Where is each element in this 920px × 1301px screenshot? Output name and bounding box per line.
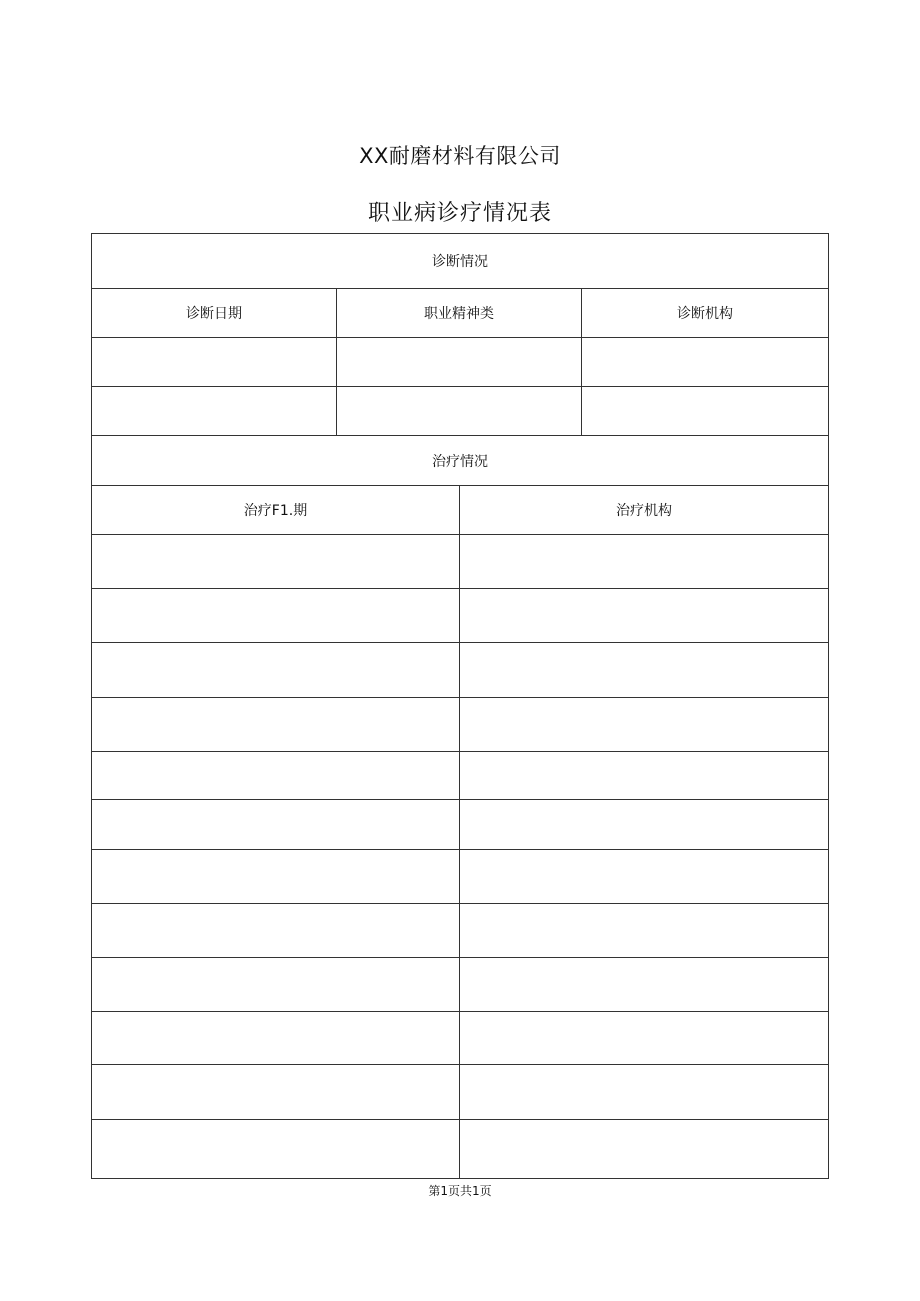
page-number: 第1页共1页 [428,1184,492,1198]
treatment-date-cell[interactable] [92,698,460,752]
treatment-institution-cell[interactable] [460,904,829,958]
diagnosis-header-row [92,289,829,338]
treatment-entry-row [92,589,829,643]
treatment-institution-cell[interactable] [460,752,829,800]
treatment-date-cell[interactable] [92,904,460,958]
treatment-entry-row [92,958,829,1012]
treatment-date-cell[interactable] [92,1065,460,1120]
treatment-institution-header: 治疗机构 [460,486,829,535]
treatment-entry-row [92,800,829,850]
occupational-category-header: 职业精神类 [337,289,582,338]
treatment-date-cell[interactable] [92,643,460,698]
diagnosis-date-cell[interactable] [92,387,337,436]
treatment-date-cell[interactable] [92,752,460,800]
form-title: 职业病诊疗情况表 [367,201,552,226]
treatment-entry-row [92,904,829,958]
treatment-entry-row [92,698,829,752]
treatment-entry-row [92,535,829,589]
treatment-date-header: 治疗F1.期 [92,486,460,535]
treatment-institution-cell[interactable] [460,850,829,904]
treatment-entry-row [92,752,829,800]
treatment-header-row [92,486,829,535]
diagnosis-date-header: 诊断日期 [92,289,337,338]
company-name: XX耐磨材料有限公司 [359,144,561,168]
treatment-institution-cell[interactable] [460,589,829,643]
treatment-date-cell[interactable] [92,958,460,1012]
treatment-date-cell[interactable] [92,535,460,589]
diagnosis-section-title: 诊断情况 [92,234,829,289]
diagnosis-section-row [92,234,829,289]
occupational-category-cell[interactable] [337,387,582,436]
treatment-entry-row [92,1120,829,1179]
treatment-entry-row [92,643,829,698]
treatment-section-title: 治疗情况 [92,436,829,486]
diagnosis-date-cell[interactable] [92,338,337,387]
diagnosis-institution-header: 诊断机构 [582,289,829,338]
diagnosis-entry-row [92,338,829,387]
treatment-institution-cell[interactable] [460,698,829,752]
treatment-institution-cell[interactable] [460,1012,829,1065]
treatment-date-cell[interactable] [92,800,460,850]
diagnosis-entry-row [92,387,829,436]
occupational-category-cell[interactable] [337,338,582,387]
diagnosis-institution-cell[interactable] [582,338,829,387]
treatment-institution-cell[interactable] [460,1120,829,1179]
treatment-entry-row [92,1065,829,1120]
diagnosis-institution-cell[interactable] [582,387,829,436]
treatment-section-row [92,436,829,486]
treatment-date-cell[interactable] [92,589,460,643]
treatment-institution-cell[interactable] [460,958,829,1012]
treatment-date-cell[interactable] [92,1120,460,1179]
treatment-institution-cell[interactable] [460,1065,829,1120]
treatment-entry-row [92,1012,829,1065]
treatment-institution-cell[interactable] [460,643,829,698]
treatment-entry-row [92,850,829,904]
treatment-date-cell[interactable] [92,1012,460,1065]
treatment-date-cell[interactable] [92,850,460,904]
record-table [91,233,829,1179]
treatment-institution-cell[interactable] [460,800,829,850]
treatment-institution-cell[interactable] [460,535,829,589]
